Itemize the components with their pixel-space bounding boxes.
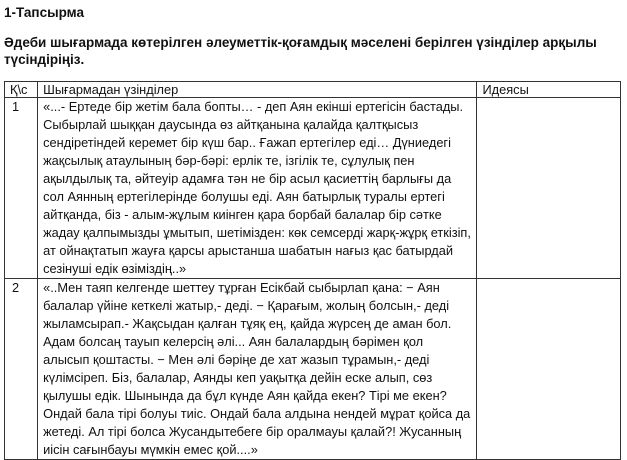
row-number: 1 bbox=[5, 98, 38, 279]
table-row bbox=[5, 279, 621, 460]
header-excerpts: Шығармадан үзінділер bbox=[38, 82, 477, 98]
excerpts-table bbox=[4, 81, 621, 460]
task-title: 1-Тапсырма bbox=[4, 5, 84, 20]
excerpt-cell: «...- Ертеде бір жетім бала бопты… - деп Аян екінші ертегісін бастады. Сыбырлай шыққан даусында өз айтқанына қалайда қалтқысыз сендіретіндей керемет бір күш бар.. Ғажап ертегілер еді… Дүниедегі жақсылық атаулының бәр-бәрі: ерлік те, ізгілік те, сұлулық пен ақылдылық та, әйтеуір адамға тән не бір асыл қасиеттің барлығы да сол Аянның ертегілерінде болушы еді. Аян батырлық туралы ертегі айтқанда, біз - алым-жұлым киінген қара борбай балалар бір сәтке жадау қалпымызды ұмытып, шетімізден: көк семсерді жарқ-жұрқ еткізіп, ат ойнақтатып жауға қарсы арыстанша шабатын нағыз қас батырдай сезінуші едік өзіміздің..» bbox=[38, 98, 477, 279]
header-number: Қ\с bbox=[5, 82, 38, 98]
table-header-row bbox=[5, 82, 621, 98]
table-row bbox=[5, 98, 621, 279]
excerpt-cell: «..Мен таяп келгенде шеттеу тұрған Есікбай сыбырлап қана: − Аян балалар үйіне кеткелі жатыр,- деді. − Қарағым, жолың болсын,- деді жыламсырап.- Жақсыдан қалған тұяқ ең, қайда жүрсең де аман бол. Адам болсаң тауып келерсің әлі... Аян балалардың бәрімен қол алысып қоштасты. − Мен әлі бәріңе де хат жазып тұрамын,- деді күлімсіреп. Біз, балалар, Аянды кеп уақытқа дейін еске алып, сөз қылушы едік. Шынында да бұл күнде Аян қайда екен? Тірі ме екен? Ондай бала тірі болуы тиіс. Ондай бала алдына нендей мұрат қойса да жетеді. Ал тірі болса Жусандытебеге бір оралмауы қалай?! Жусанның иісін сағынбауы мүмкін емес қой....» bbox=[38, 279, 477, 460]
idea-cell[interactable] bbox=[477, 98, 621, 279]
task-description: Әдеби шығармада көтерілген әлеуметтік-қоғамдық мәселені берілген үзінділер арқылы түсіндіріңіз. bbox=[4, 35, 597, 67]
idea-cell[interactable] bbox=[477, 279, 621, 460]
header-idea: Идеясы bbox=[477, 82, 621, 98]
row-number: 2 bbox=[5, 279, 38, 460]
